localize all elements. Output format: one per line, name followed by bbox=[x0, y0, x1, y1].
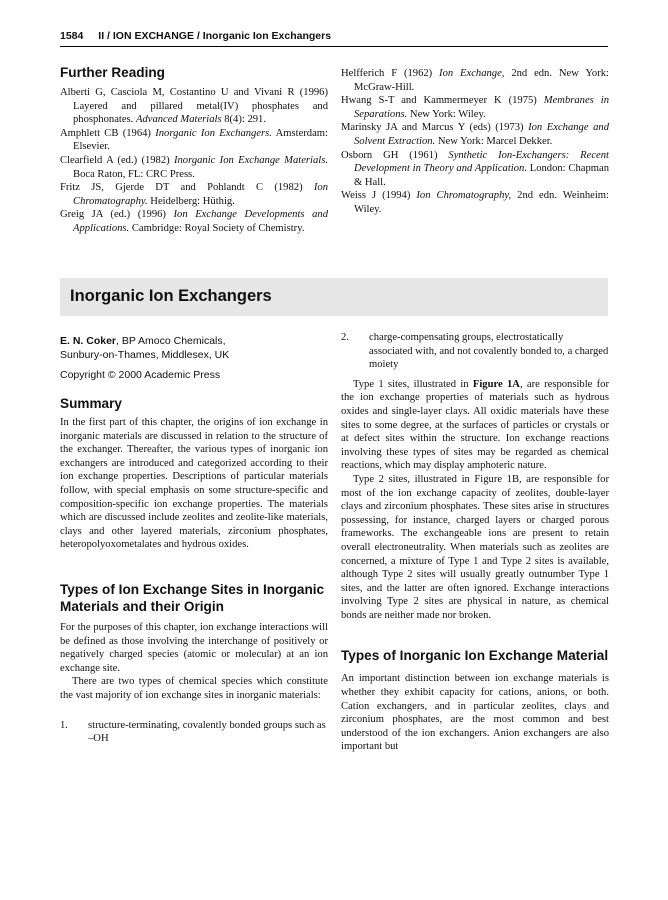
right-column bbox=[341, 331, 609, 754]
paragraph: Type 1 sites, illustrated in Figure 1A, are responsible for the ion exchange properties of materials such as hydrous oxides and single-layer clays. All oxidic materials have these sites to some degree, at the surfaces of particles or crystals or at defect sites within the structure. Ion exchange reactions involving these types of sites may be regarded as chemical reactions, which may display amphoteric nature. bbox=[341, 378, 609, 472]
list-number: 1. bbox=[60, 719, 68, 731]
reference-item: Greig JA (ed.) (1996) Ion Exchange Developments and Applications. Cambridge: Royal Society of Chemistry. bbox=[60, 209, 328, 234]
list-number: 2. bbox=[341, 332, 349, 343]
reference-list bbox=[60, 86, 328, 236]
reference-item: Hwang S-T and Kammermeyer K (1975) Membranes in Separations. New York: Wiley. bbox=[341, 95, 609, 120]
author-block bbox=[60, 334, 328, 362]
author-location: Sunbury-on-Thames, Middlesex, UK bbox=[60, 349, 230, 361]
paragraph: There are two types of chemical species which constitute the vast majority of ion exchange sites in inorganic materials: bbox=[60, 676, 328, 701]
reference-item: Amphlett CB (1964) Inorganic Ion Exchangers. Amsterdam: Elsevier. bbox=[60, 127, 328, 153]
paragraph: An important distinction between ion exchange materials is whether they exhibit capacity for cations, anions, or both. Cation exchangers, and in particular zeolites, clays and zirconium phosphates, are the most common and best understood of the ion exchangers. Anion exchangers are also important but bbox=[341, 673, 609, 753]
material-heading: Types of Inorganic Ion Exchange Material bbox=[341, 648, 609, 664]
author-name: E. N. Coker bbox=[60, 335, 117, 347]
list-item bbox=[341, 331, 609, 372]
copyright: Copyright © 2000 Academic Press bbox=[60, 369, 221, 381]
further-reading-heading: Further Reading bbox=[60, 65, 165, 80]
reference-item: Clearfield A (ed.) (1982) Inorganic Ion Exchange Materials. Boca Raton, FL: CRC Press. bbox=[60, 154, 329, 180]
article-title-banner bbox=[60, 278, 608, 316]
summary-text: In the first part of this chapter, the origins of ion exchange in inorganic materials are discussed in relation to the structure of the exchanger. Thereafter, the various types of inorganic ion exchangers are introduced and categorized according to their ion exchange properties. Descriptions of particular materials follow, with special emphasis on some structure-specific and composition-specific ion exchange properties. The materials which are discussed include zeolites and zeolite-like materials, clays and other layered materials, zirconium phosphates, heteropolyoxometalates and hydrous oxides. bbox=[60, 417, 328, 551]
running-header bbox=[60, 30, 608, 42]
list-text: structure-terminating, covalently bonded groups such as –OH bbox=[88, 719, 326, 745]
further-reading-right bbox=[341, 67, 609, 217]
list-text: charge-compensating groups, electrostatically associated with, and not covalently bonded to, a charged moiety bbox=[369, 332, 609, 371]
types-sites-heading: Types of Ion Exchange Sites in Inorganic Materials and their Origin bbox=[60, 581, 325, 614]
list-item bbox=[60, 719, 328, 746]
author-affiliation: , BP Amoco Chemicals, bbox=[116, 335, 226, 347]
reference-item: Osborn GH (1961) Synthetic Ion-Exchangers: Recent Development in Theory and Application. London: Chapman & Hall. bbox=[341, 149, 609, 188]
reference-list bbox=[341, 67, 609, 217]
left-column bbox=[60, 334, 328, 746]
reference-item: Weiss J (1994) Ion Chromatography, 2nd edn. Weinheim: Wiley. bbox=[341, 190, 609, 215]
paragraph: For the purposes of this chapter, ion exchange interactions will be defined as those involving the interchange of positively or negatively charged species (atomic or molecular) at an ion exchange site. bbox=[60, 621, 328, 674]
summary-heading: Summary bbox=[60, 396, 122, 411]
page-number: 1584 bbox=[60, 30, 84, 42]
section-title: II / ION EXCHANGE / Inorganic Ion Exchangers bbox=[98, 30, 332, 42]
reference-item: Helfferich F (1962) Ion Exchange, 2nd edn. New York: McGraw-Hill. bbox=[341, 68, 609, 93]
further-reading-left bbox=[60, 64, 328, 236]
reference-item: Fritz JS, Gjerde DT and Pohlandt C (1982) Ion Chromatography. Heidelberg: Hüthig. bbox=[60, 182, 328, 207]
header-rule bbox=[60, 46, 608, 47]
reference-item: Alberti G, Casciola M, Costantino U and Vivani R (1996) Layered and pillared metal(IV) phosphates and phosphonates. Advanced Materials 8(4): 291. bbox=[60, 87, 328, 126]
paragraph: Type 2 sites, illustrated in Figure 1B, are responsible for most of the ion exchange capacity of zeolites, double-layer clays and zirconium phosphates. These sites arise in structures possessing, for instance, charged layers or charged porous frameworks. The exchangeable ions are present to retain overall electroneutrality. When materials such as zeolites are concerned, a mixture of Type 1 and Type 2 sites is available, although Type 2 sites will usually greatly outnumber Type 1 sites, and the latter are often ignored. Exchange interactions involving Type 2 sites are physical in nature, as chemical bonds are neither made nor broken. bbox=[341, 473, 609, 621]
reference-item: Marinsky JA and Marcus Y (eds) (1973) Ion Exchange and Solvent Extraction. New York: Marcel Dekker. bbox=[341, 122, 609, 147]
article-title: Inorganic Ion Exchangers bbox=[70, 287, 272, 305]
figure-ref[interactable]: Figure 1A bbox=[472, 378, 520, 390]
